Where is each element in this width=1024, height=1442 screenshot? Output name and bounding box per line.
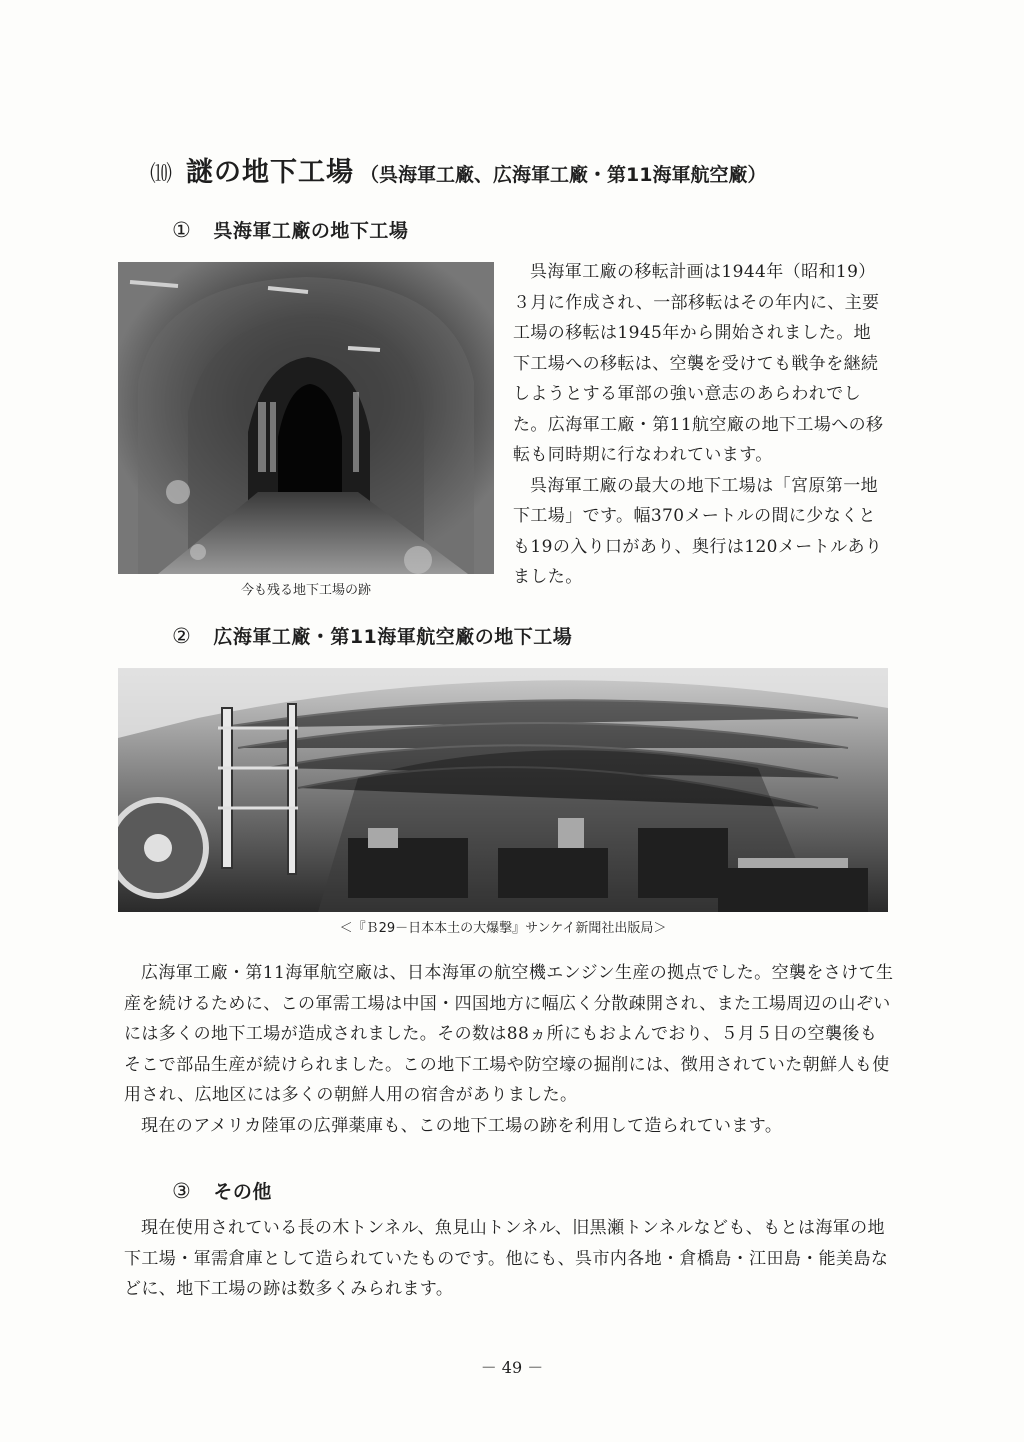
- section1-paragraph-1: 呉海軍工廠の移転計画は1944年（昭和19）３月に作成され、一部移転はその年内に、主要工場の移転は1945年から開始されました。地下工場への移転は、空襲を受けても戦争を継続しようとする軍部の強い意志のあらわれでした。広海軍工廠・第11航空廠の地下工場への移転も同時期に行なわれています。: [513, 262, 884, 465]
- section3-body: [124, 1213, 894, 1305]
- page-number: － 49 －: [480, 1358, 544, 1377]
- page-title: [150, 150, 766, 189]
- section1-body: [513, 257, 885, 593]
- section2-paragraph-2: 現在のアメリカ陸軍の広弾薬庫も、この地下工場の跡を利用して造られています。: [141, 1115, 783, 1136]
- section2-heading-text: 広海軍工廠・第11海軍航空廠の地下工場: [213, 626, 573, 648]
- section3-marker: ③: [172, 1179, 192, 1203]
- title-number: ⑽: [150, 162, 173, 187]
- section3-heading-text: その他: [213, 1181, 272, 1203]
- section3-paragraph-1: 現在使用されている長の木トンネル、魚見山トンネル、旧黒瀬トンネルなども、もとは海軍の地下工場・軍需倉庫として造られていたものです。他にも、呉市内各地・倉橋島・江田島・能美島などに、地下工場の跡は数多くみられます。: [124, 1218, 889, 1299]
- section2-heading: [172, 622, 572, 649]
- section3-heading: [172, 1177, 272, 1204]
- section1-paragraph-2: 呉海軍工廠の最大の地下工場は「宮原第一地下工場」です。幅370メートルの間に少なくとも19の入り口があり、奥行は120メートルありました。: [513, 475, 883, 587]
- section2-body: [124, 958, 894, 1141]
- section1-marker: ①: [172, 218, 192, 242]
- title-main: 謎の地下工場: [186, 157, 355, 188]
- factory-photo: [118, 668, 888, 912]
- section1-heading: [172, 216, 408, 243]
- section1-heading-text: 呉海軍工廠の地下工場: [213, 220, 409, 242]
- tunnel-photo: [118, 262, 494, 574]
- title-subtitle: （呉海軍工廠、広海軍工廠・第11海軍航空廠）: [360, 164, 767, 186]
- tunnel-photo-caption: 今も残る地下工場の跡: [240, 583, 371, 598]
- section2-paragraph-1: 広海軍工廠・第11海軍航空廠は、日本海軍の航空機エンジン生産の拠点でした。空襲をさけて生産を続けるために、この軍需工場は中国・四国地方に幅広く分散疎開され、また工場周辺の山ぞいには多くの地下工場が造成されました。その数は88ヵ所にもおよんでおり、５月５日の空襲後もそこで部品生産が続けられました。この地下工場や防空壕の掘削には、徴用されていた朝鮮人も使用され、広地区には多くの朝鮮人用の宿舎がありました。: [124, 963, 894, 1105]
- factory-photo-caption: ＜『Ｂ29－日本本土の大爆撃』サンケイ新聞社出版局＞: [339, 921, 667, 936]
- section2-marker: ②: [172, 624, 192, 648]
